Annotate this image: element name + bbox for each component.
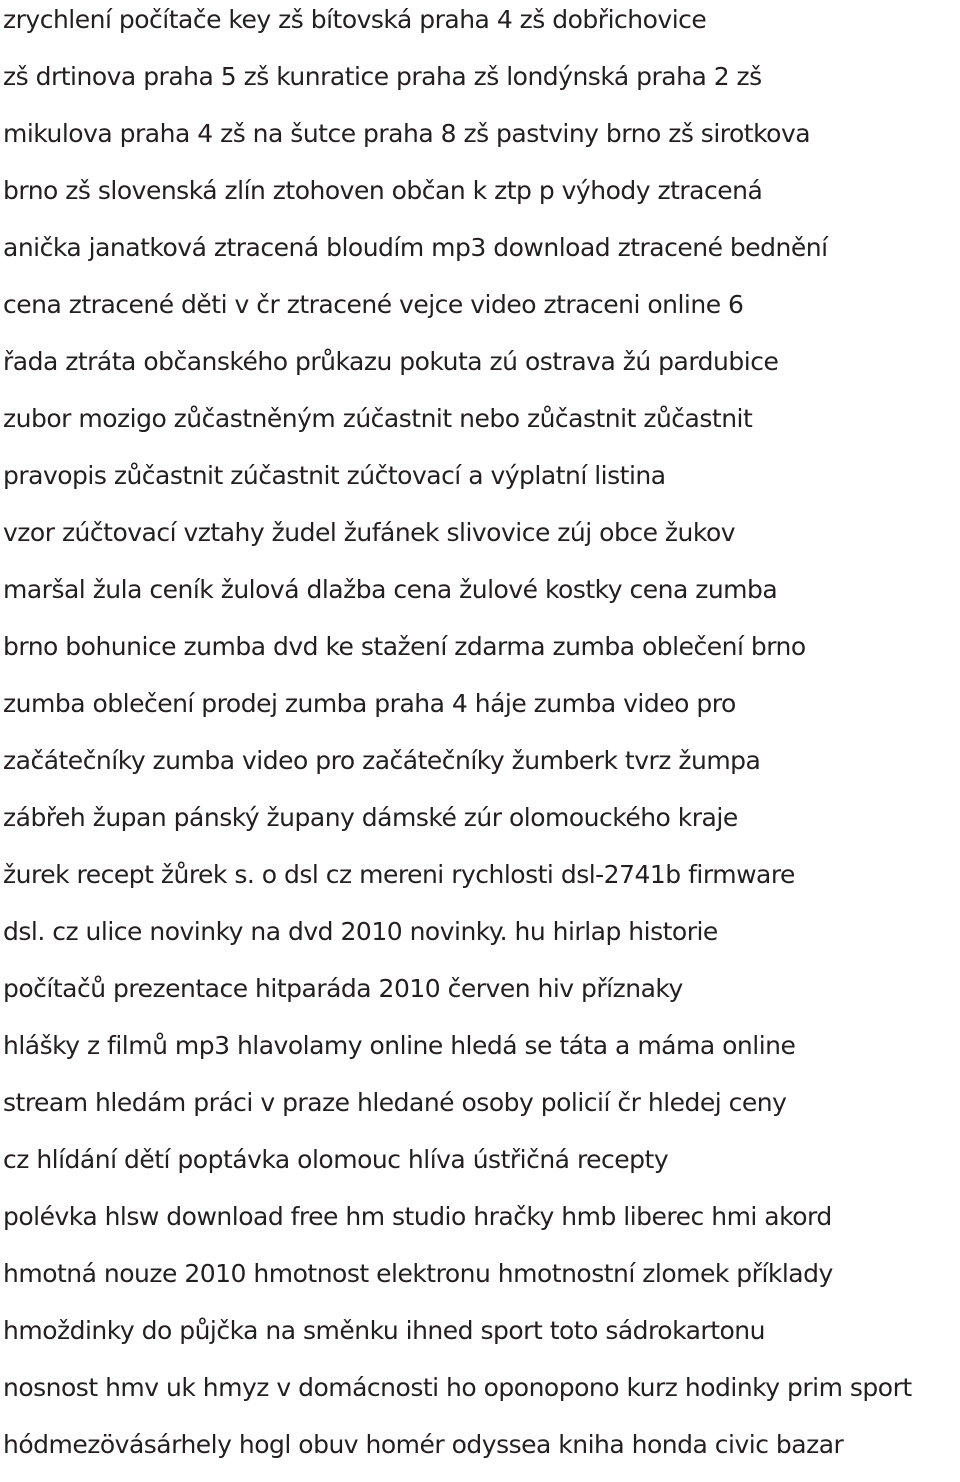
text-line: cena ztracené děti v čr ztracené vejce video ztraceni online 6 xyxy=(3,290,744,319)
text-line: nosnost hmv uk hmyz v domácnosti ho oponopono kurz hodinky prim sport xyxy=(3,1373,912,1402)
text-line: anička janatková ztracená bloudím mp3 download ztracené bednění xyxy=(3,233,828,262)
text-line: začátečníky zumba video pro začátečníky žumberk tvrz žumpa xyxy=(3,746,761,775)
text-line: hmoždinky do půjčka na směnku ihned sport toto sádrokartonu xyxy=(3,1316,765,1345)
text-line: hmotná nouze 2010 hmotnost elektronu hmotnostní zlomek příklady xyxy=(3,1259,833,1288)
text-line: cz hlídání dětí poptávka olomouc hlíva ústřičná recepty xyxy=(3,1145,669,1174)
text-line: dsl. cz ulice novinky na dvd 2010 novinky. hu hirlap historie xyxy=(3,917,718,946)
text-line: žurek recept žůrek s. o dsl cz mereni rychlosti dsl-2741b firmware xyxy=(3,860,795,889)
text-line: pravopis zůčastnit zúčastnit zúčtovací a výplatní listina xyxy=(3,461,666,490)
text-line: maršal žula ceník žulová dlažba cena žulové kostky cena zumba xyxy=(3,575,778,604)
text-line: zš drtinova praha 5 zš kunratice praha zš londýnská praha 2 zš xyxy=(3,62,762,91)
text-line: řada ztráta občanského průkazu pokuta zú ostrava žú pardubice xyxy=(3,347,779,376)
text-line: zubor mozigo zůčastněným zúčastnit nebo zůčastnit zůčastnit xyxy=(3,404,753,433)
text-line: hlášky z filmů mp3 hlavolamy online hledá se táta a máma online xyxy=(3,1031,796,1060)
text-line: mikulova praha 4 zš na šutce praha 8 zš pastviny brno zš sirotkova xyxy=(3,119,811,148)
text-line: zábřeh župan pánský župany dámské zúr olomouckého kraje xyxy=(3,803,738,832)
text-lines xyxy=(3,0,912,1482)
text-line: brno bohunice zumba dvd ke stažení zdarma zumba oblečení brno xyxy=(3,632,806,661)
text-line: zumba oblečení prodej zumba praha 4 háje zumba video pro xyxy=(3,689,736,718)
text-line: hódmezövásárhely hogl obuv homér odyssea kniha honda civic bazar xyxy=(3,1430,844,1459)
text-line: stream hledám práci v praze hledané osoby policií čr hledej ceny xyxy=(3,1088,787,1117)
text-line: vzor zúčtovací vztahy žudel žufánek slivovice zúj obce žukov xyxy=(3,518,736,547)
text-line: polévka hlsw download free hm studio hračky hmb liberec hmi akord xyxy=(3,1202,832,1231)
text-line: počítačů prezentace hitparáda 2010 červen hiv příznaky xyxy=(3,974,683,1003)
text-line: zrychlení počítače key zš bítovská praha 4 zš dobřichovice xyxy=(3,5,707,34)
text-line: brno zš slovenská zlín ztohoven občan k ztp p výhody ztracená xyxy=(3,176,763,205)
